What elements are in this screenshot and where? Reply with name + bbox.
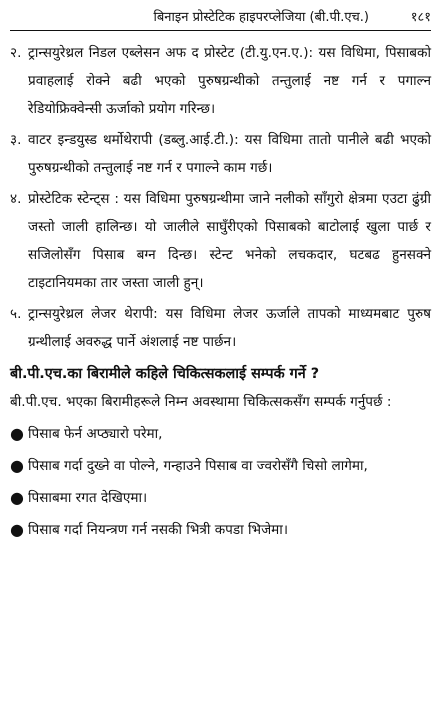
treatment-item-wit [10, 126, 431, 182]
treatment-list [10, 39, 431, 356]
list-item-text: पिसाब फेर्न अप्ठ्यारो परेमा, [28, 426, 163, 442]
bullet-icon: ● [10, 456, 24, 475]
treatment-item-stents [10, 185, 431, 297]
treatment-text: वाटर इन्डयुस्ड थर्मोथेरापी (डब्लु.आई.टी.): यस विधिमा तातो पानीले बढी भएको पुरुषग्रन्थीको तन्तुलाई नष्ट गर्न र पगाल्ने काम गर्छ। [28, 132, 431, 176]
list-item [10, 516, 431, 544]
treatment-number: २. [10, 45, 22, 61]
treatment-text: ट्रान्सयुरेथ्रल निडल एब्लेसन अफ द प्रोस्टेट (टी.यु.एन.ए.): यस विधिमा, पिसाबको प्रवाहलाई रोक्ने बढी भएको पुरुषग्रन्थीको तन्तुलाई नष्ट गर्न र पगाल्न रेडियोफ्रिक्वेन्सी ऊर्जाको प्रयोग गरिन्छ। [28, 45, 431, 117]
running-header-title: बिनाइन प्रोस्टेटिक हाइपरप्लेजिया (बी.पी.एच.) [153, 10, 369, 25]
list-item-text: पिसाब गर्दा नियन्त्रण गर्न नसकी भित्री कपडा भिजेमा। [28, 522, 288, 538]
running-header [10, 0, 431, 31]
list-item [10, 484, 431, 512]
treatment-number: ३. [10, 132, 22, 148]
treatment-text: ट्रान्सयुरेथ्रल लेजर थेरापी: यस विधिमा लेजर ऊर्जाले तापको माध्यमबाट पुरुष ग्रन्थीलाई अवरुद्ध पार्ने अंशलाई नष्ट पार्छन। [28, 306, 431, 350]
treatment-text: प्रोस्टेटिक स्टेन्ट्स : यस विधिमा पुरुषग्रन्थीमा जाने नलीको साँगुरो क्षेत्रमा एउटा ढुंग्री जस्तो जाली हालिन्छ। यो जालीले साघुँरीएको पिसाबको बाटोलाई खुला पार्छ र सजिलोसँग पिसाब बग्न दिन्छ। स्टेन्ट भनेको लचकदार, घटबढ हुनसक्ने टाइटानियमका तार जस्ता जाली हुन्। [28, 191, 431, 291]
bullet-icon: ● [10, 488, 24, 507]
symptom-bullet-list [10, 420, 431, 544]
page-number: १८१ [410, 10, 431, 25]
list-item-text: पिसाब गर्दा दुख्ने वा पोल्ने, गन्हाउने पिसाब वा ज्वरोसँगै चिसो लागेमा, [28, 458, 368, 474]
list-item-text: पिसाबमा रगत देखिएमा। [28, 490, 148, 506]
section-heading: बी.पी.एच.का बिरामीले कहिले चिकित्सकलाई सम्पर्क गर्ने ? [10, 366, 320, 382]
treatment-number: ४. [10, 191, 22, 207]
treatment-item-tuna [10, 39, 431, 123]
list-item [10, 452, 431, 480]
section-intro: बी.पी.एच. भएका बिरामीहरूले निम्न अवस्थामा चिकित्सकसँग सम्पर्क गर्नुपर्छ : [10, 394, 392, 410]
treatment-item-laser [10, 300, 431, 356]
treatment-number: ५. [10, 306, 22, 322]
bullet-icon: ● [10, 520, 24, 539]
list-item [10, 420, 431, 448]
bullet-icon: ● [10, 424, 24, 443]
